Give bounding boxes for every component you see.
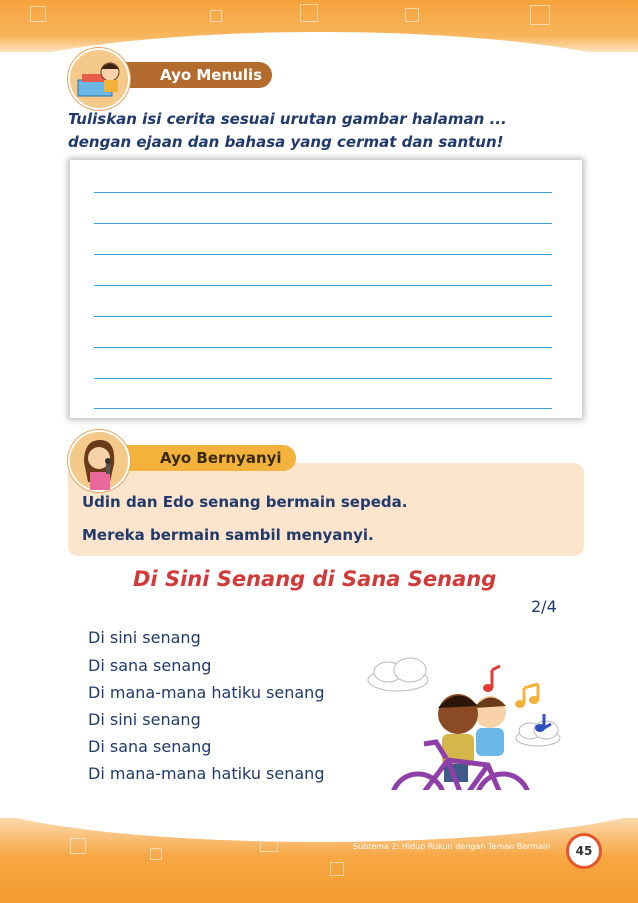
writing-line[interactable] (94, 285, 552, 286)
singing-girl-icon (68, 430, 130, 492)
cloud-icon (368, 658, 428, 691)
song-intro-box (68, 463, 584, 556)
writing-line[interactable] (94, 254, 552, 255)
song-tempo: 2/4 (531, 597, 557, 616)
page-number: 45 (566, 833, 602, 869)
lyric-line: Di sana senang (88, 656, 212, 675)
writing-line[interactable] (94, 223, 552, 224)
lyric-line: Di mana-mana hatiku senang (88, 683, 325, 702)
writing-line[interactable] (94, 408, 552, 409)
lyric-line: Di mana-mana hatiku senang (88, 764, 325, 783)
song-intro-line-2: Mereka bermain sambil menyanyi. (82, 526, 374, 544)
writing-line[interactable] (94, 192, 552, 193)
footer-subtema: Subtema 2: Hidup Rukun dengan Teman Bermain (353, 842, 551, 851)
writing-child-icon (68, 48, 130, 110)
writing-line[interactable] (94, 316, 552, 317)
writing-area[interactable] (70, 160, 582, 418)
instruction-line-1: Tuliskan isi cerita sesuai urutan gambar halaman ... (68, 110, 507, 128)
song-title: Di Sini Senang di Sana Senang (133, 567, 497, 591)
instruction-line-2: dengan ejaan dan bahasa yang cermat dan santun! (68, 133, 504, 151)
lyric-line: Di sana senang (88, 737, 212, 756)
lyric-line: Di sini senang (88, 710, 201, 729)
writing-instruction (68, 108, 568, 154)
writing-line[interactable] (94, 347, 552, 348)
ayo-bernyanyi-text: Ayo Bernyanyi (160, 449, 282, 467)
writing-line[interactable] (94, 378, 552, 379)
song-intro-line-1: Udin dan Edo senang bermain sepeda. (82, 493, 408, 511)
lyric-line: Di sini senang (88, 628, 201, 647)
ayo-menulis-text: Ayo Menulis (160, 66, 263, 84)
